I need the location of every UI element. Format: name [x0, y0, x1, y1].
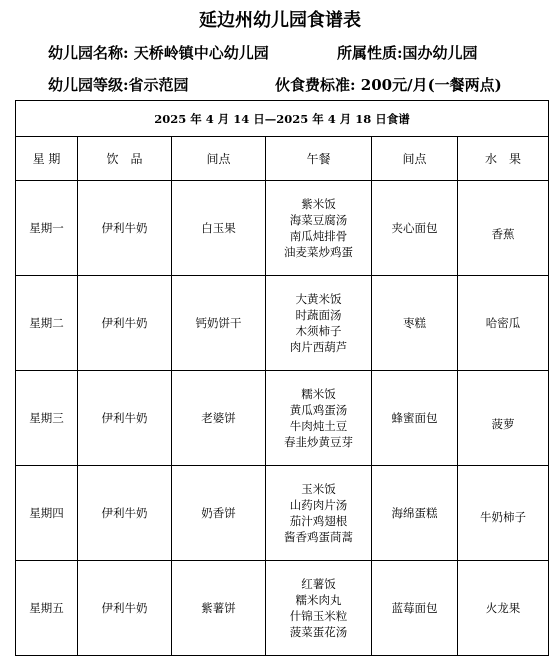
lunch-dish: 什锦玉米粒 [289, 609, 348, 623]
afternoon-snack-cell: 海绵蛋糕 [372, 466, 458, 561]
lunch-dish: 时蔬面汤 [295, 308, 342, 322]
lunch-cell [266, 466, 372, 561]
lunch-dish: 大黄米饭 [295, 292, 342, 306]
header-snack-afternoon: 间点 [372, 137, 458, 181]
morning-snack-cell: 奶香饼 [172, 466, 266, 561]
page-title: 延边州幼儿园食谱表 [199, 10, 361, 31]
fruit-cell [458, 561, 549, 656]
lunch-dish: 酱香鸡蛋茼蒿 [284, 530, 353, 544]
lunch-dish: 油麦菜炒鸡蛋 [284, 245, 353, 259]
lunch-cell [266, 371, 372, 466]
fruit-text: 哈密瓜 [485, 316, 521, 330]
kindergarten-name-label: 幼儿园名称: [48, 44, 129, 62]
kindergarten-nature-value: 国办幼儿园 [402, 44, 478, 62]
lunch-dish: 菠菜蛋花汤 [289, 625, 348, 639]
meal-fee-label: 伙食费标准: [275, 76, 356, 94]
drink-cell: 伊利牛奶 [78, 371, 172, 466]
table-row [16, 466, 549, 561]
day-cell: 星期五 [16, 561, 78, 656]
lunch-dish: 春韭炒黄豆芽 [284, 435, 353, 449]
table-row [16, 561, 549, 656]
lunch-dish: 糯米肉丸 [295, 593, 342, 607]
fruit-text: 香蕉 [491, 227, 515, 241]
morning-snack-cell: 白玉果 [172, 181, 266, 276]
lunch-dish: 茄汁鸡翅根 [289, 514, 348, 528]
afternoon-snack-cell: 蜂蜜面包 [372, 371, 458, 466]
afternoon-snack-cell: 夹心面包 [372, 181, 458, 276]
kindergarten-grade [48, 74, 189, 95]
menu-date-caption: 2025 年 4 月 14 日—2025 年 4 月 18 日食谱 [16, 101, 549, 137]
fruit-cell [458, 276, 549, 371]
lunch-dish: 红薯饭 [301, 577, 336, 591]
drink-cell: 伊利牛奶 [78, 561, 172, 656]
day-cell: 星期一 [16, 181, 78, 276]
menu-header-row [16, 137, 549, 181]
header-snack-morning: 间点 [172, 137, 266, 181]
meal-fee-value: 200元/月(一餐两点) [360, 76, 502, 94]
menu-caption-row [16, 101, 549, 137]
drink-cell: 伊利牛奶 [78, 466, 172, 561]
day-cell: 星期二 [16, 276, 78, 371]
kindergarten-name-value: 天桥岭镇中心幼儿园 [133, 44, 269, 62]
header-fruit: 水 果 [458, 137, 549, 181]
lunch-dish: 玉米饭 [301, 482, 336, 496]
afternoon-snack-cell: 蓝莓面包 [372, 561, 458, 656]
kindergarten-grade-label: 幼儿园等级: [48, 76, 129, 94]
lunch-cell [266, 181, 372, 276]
drink-cell: 伊利牛奶 [78, 181, 172, 276]
table-row [16, 181, 549, 276]
fruit-cell [458, 466, 549, 561]
drink-cell: 伊利牛奶 [78, 276, 172, 371]
kindergarten-nature [337, 42, 478, 63]
morning-snack-cell: 钙奶饼干 [172, 276, 266, 371]
table-row [16, 371, 549, 466]
lunch-dish: 牛肉炖土豆 [289, 419, 348, 433]
afternoon-snack-cell: 枣糕 [372, 276, 458, 371]
lunch-dish: 海菜豆腐汤 [289, 213, 348, 227]
fruit-cell [458, 371, 549, 466]
kindergarten-name [48, 42, 269, 63]
kindergarten-nature-label: 所属性质: [337, 44, 403, 62]
lunch-cell [266, 561, 372, 656]
fruit-text: 菠萝 [491, 417, 515, 431]
lunch-dish: 糯米饭 [301, 387, 336, 401]
lunch-dish: 山药肉片汤 [289, 498, 348, 512]
header-lunch: 午餐 [266, 137, 372, 181]
lunch-dish: 黄瓜鸡蛋汤 [289, 403, 348, 417]
meal-fee [275, 74, 502, 95]
lunch-dish: 紫米饭 [301, 197, 336, 211]
kindergarten-grade-value: 省示范园 [128, 76, 189, 94]
fruit-text: 牛奶柿子 [480, 510, 527, 524]
lunch-dish: 肉片西葫芦 [289, 340, 348, 354]
header-day: 星 期 [16, 137, 78, 181]
menu-table [15, 100, 549, 656]
morning-snack-cell: 老婆饼 [172, 371, 266, 466]
fruit-text: 火龙果 [485, 601, 521, 615]
lunch-dish: 南瓜炖排骨 [289, 229, 348, 243]
lunch-cell [266, 276, 372, 371]
day-cell: 星期四 [16, 466, 78, 561]
morning-snack-cell: 紫薯饼 [172, 561, 266, 656]
header-drink: 饮 品 [78, 137, 172, 181]
table-row [16, 276, 549, 371]
day-cell: 星期三 [16, 371, 78, 466]
fruit-cell [458, 181, 549, 276]
lunch-dish: 木须柿子 [295, 324, 342, 338]
